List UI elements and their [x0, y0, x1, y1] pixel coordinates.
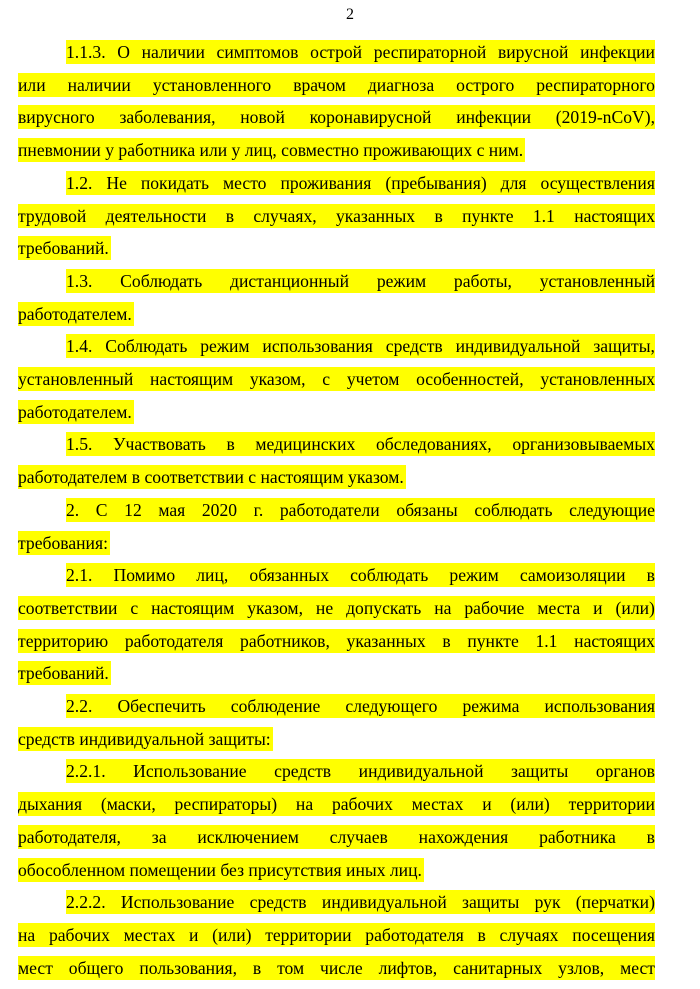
text-line: территорию работодателя работников, указанных в пункте 1.1 настоящих	[18, 630, 655, 651]
text-line: работодателем.	[18, 303, 132, 324]
text-line: обособленном помещении без присутствия иных лиц.	[18, 859, 422, 880]
text-line: соответствии с настоящим указом, не допускать на рабочие места и (или)	[18, 597, 655, 618]
text-line: 2.2. Обеспечить соблюдение следующего режима использования	[66, 696, 655, 716]
text-line: работодателем в соответствии с настоящим указом.	[18, 467, 404, 488]
text-line: работодателя, за исключением случаев нахождения работника в	[18, 826, 655, 847]
text-line: 2.2.2. Использование средств индивидуальной защиты рук (перчатки)	[66, 892, 655, 913]
text-line: на рабочих местах и (или) территории работодателя в случаях посещения	[18, 924, 655, 945]
text-line: 1.5. Участвовать в медицинских обследованиях, организовываемых	[66, 434, 655, 455]
text-line: мест общего пользования, в том числе лифтов, санитарных узлов, мест	[18, 957, 655, 978]
text-line: работодателем.	[18, 401, 132, 422]
text-line: 1.1.3. О наличии симптомов острой респираторной вирусной инфекции	[66, 42, 655, 62]
text-line: 2. С 12 мая 2020 г. работодатели обязаны соблюдать следующие	[66, 499, 655, 520]
text-line: или наличии установленного врачом диагноза острого респираторного	[18, 74, 655, 95]
text-line: 2.2.1. Использование средств индивидуальной защиты органов	[66, 761, 655, 782]
text-line: вирусного заболевания, новой коронавирусной инфекции (2019-nCoV),	[18, 107, 655, 128]
text-line: 1.3. Соблюдать дистанционный режим работы, установленный	[66, 270, 655, 291]
text-line: 2.1. Помимо лиц, обязанных соблюдать режим самоизоляции в	[66, 565, 655, 586]
text-line: требований.	[18, 663, 109, 684]
text-line: дыхания (маски, респираторы) на рабочих местах и (или) территории	[18, 794, 655, 815]
text-line: пневмонии у работника или у лиц, совместно проживающих с ним.	[18, 140, 524, 161]
text-line: средств индивидуальной защиты:	[18, 728, 271, 749]
page-number: 2	[346, 6, 354, 23]
text-line: 1.4. Соблюдать режим использования средств индивидуальной защиты,	[66, 336, 655, 357]
text-line: 1.2. Не покидать место проживания (пребывания) для осуществления	[66, 172, 655, 193]
text-line: требований.	[18, 238, 109, 259]
text-line: требования:	[18, 532, 108, 553]
text-line: установленный настоящим указом, с учетом особенностей, установленных	[18, 369, 655, 389]
text-line: трудовой деятельности в случаях, указанных в пункте 1.1 настоящих	[18, 205, 655, 226]
